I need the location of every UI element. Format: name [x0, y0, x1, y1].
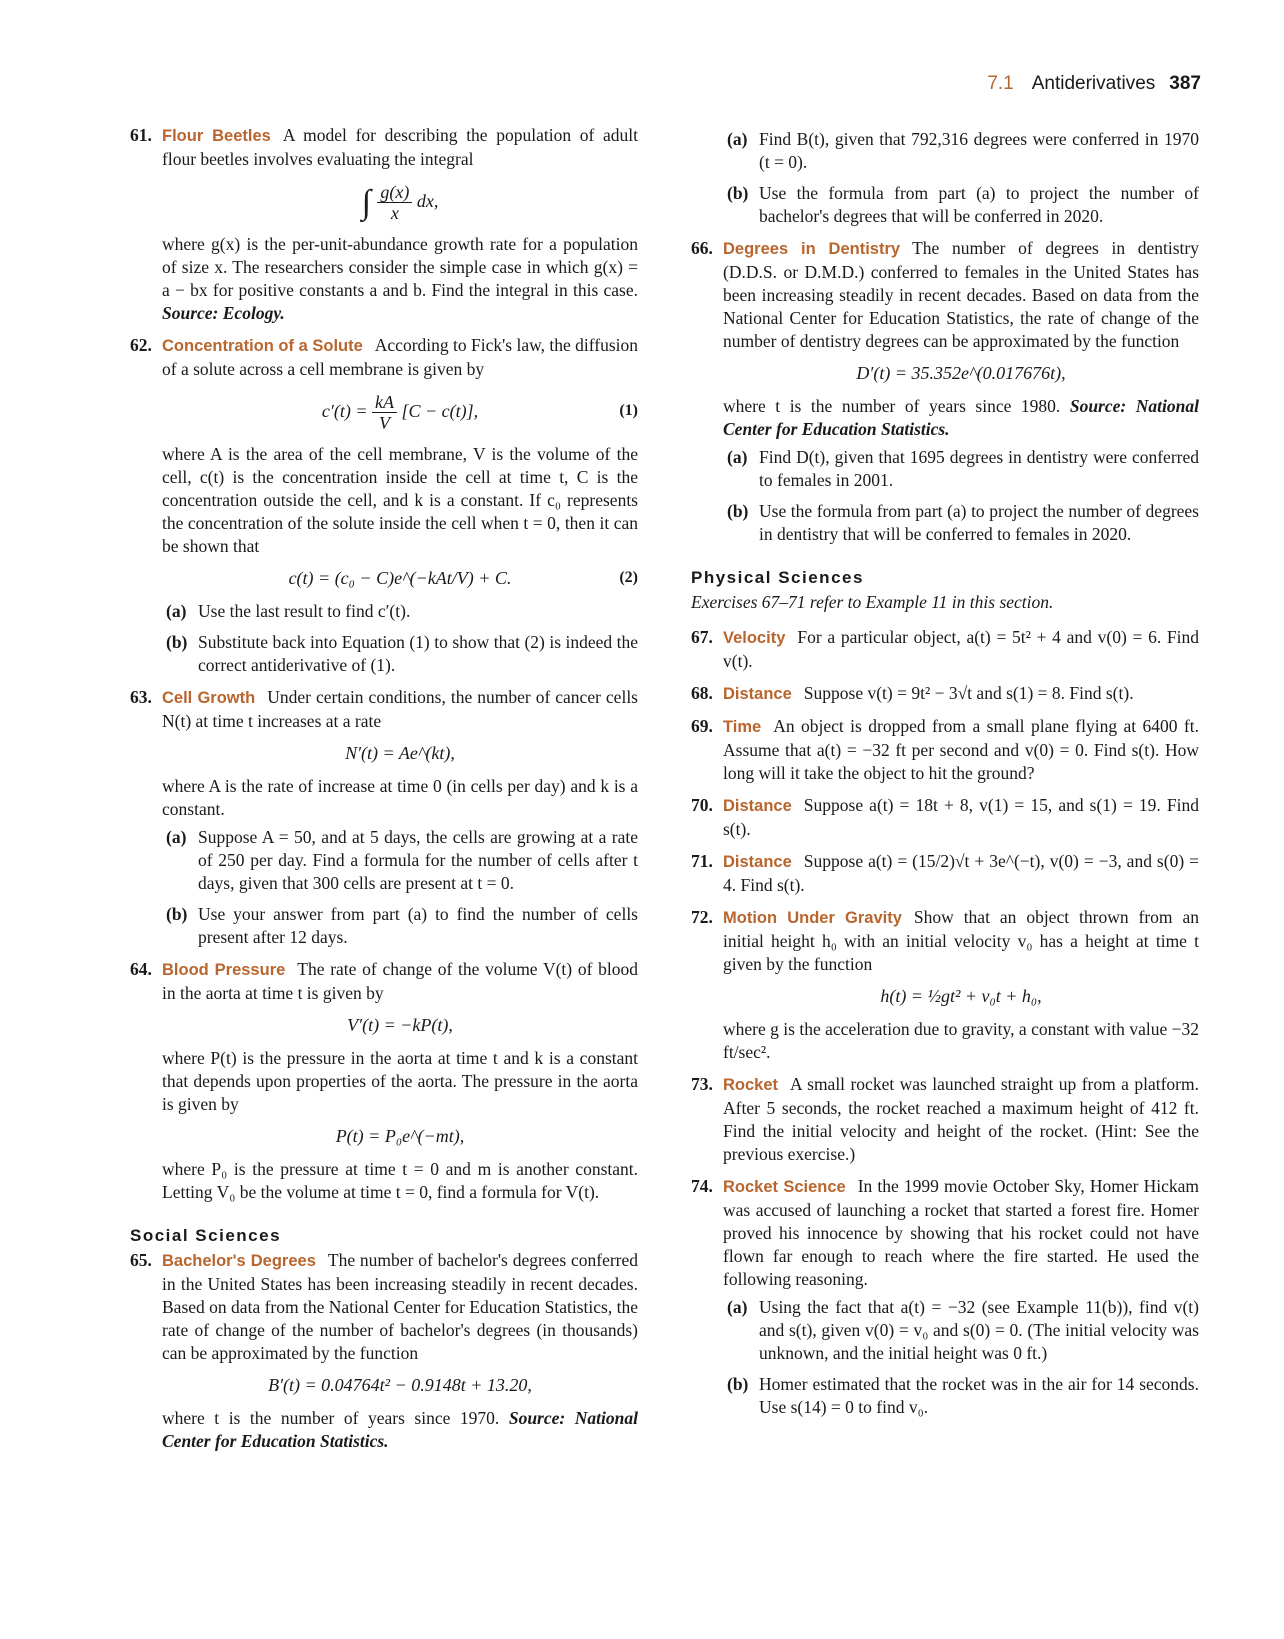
exercise-text: An object is dropped from a small plane flying at 6400 ft. Assume that a(t) = −32 ft per second and v(0) = 0. Find s(t). How long will it take the object to hit the ground?: [723, 716, 1199, 783]
section-heading-social: Social Sciences: [130, 1226, 282, 1245]
equation-label: (1): [619, 402, 638, 419]
part-a: (a) Find B(t), given that 792,316 degrees were conferred in 1970 (t = 0).: [727, 129, 1199, 172]
exercise-body: where P₀ is the pressure at time t = 0 and m is another constant. Letting V₀ be the volume at time t = 0, find a formula for V(t).: [162, 1159, 638, 1202]
exercise-73: [691, 1073, 1199, 1166]
page-number: 387: [1169, 73, 1201, 94]
right-column: [691, 124, 1199, 1428]
section-number: 7.1: [987, 73, 1014, 94]
exercise-parts: [723, 1296, 1199, 1419]
exercise-number: 65.: [130, 1250, 152, 1270]
exercise-title: Blood Pressure: [162, 961, 286, 979]
exercise-number: 73.: [691, 1074, 713, 1094]
exercise-71: [691, 850, 1199, 897]
exercise-intro: A model for describing the population of adult flour beetles involves evaluating the integral: [162, 125, 638, 169]
exercise-body: where t is the number of years since 1970.: [162, 1408, 500, 1428]
exercise-number: 63.: [130, 687, 152, 707]
exercise-63: [130, 686, 638, 949]
integral-sign-icon: ∫: [361, 183, 371, 221]
source-citation: Source: National Center for Education Statistics.: [723, 396, 1199, 439]
exercise-title: Distance: [723, 853, 792, 871]
exercise-67: [691, 626, 1199, 673]
exercise-body: where g(x) is the per-unit-abundance growth rate for a population of size x. The researchers consider the simple case in which g(x) = a − bx for positive constants a and b. Find the integral in this case.: [162, 234, 638, 300]
exercise-62: [130, 334, 638, 677]
exercise-body: where t is the number of years since 1980.: [723, 396, 1061, 416]
exercise-65: [130, 1249, 638, 1453]
integrand-fraction: $\frac{g(x)}{x}$: [377, 182, 412, 223]
exercise-intro: Under certain conditions, the number of cancer cells N(t) at time t increases at a rate: [162, 687, 638, 731]
exercise-body: where A is the rate of increase at time 0 (in cells per day) and k is a constant.: [162, 776, 638, 819]
exercise-body: where g is the acceleration due to gravity, a constant with value −32 ft/sec².: [723, 1019, 1199, 1062]
equation: P(t) = P₀e^(−mt),: [335, 1126, 465, 1146]
exercise-parts: [723, 446, 1199, 546]
exercise-parts: [162, 600, 638, 677]
exercise-title: Concentration of a Solute: [162, 337, 363, 355]
equation-label: (2): [619, 569, 638, 586]
exercise-intro: The rate of change of the volume V(t) of blood in the aorta at time t is given by: [162, 959, 638, 1003]
integral-display: [162, 179, 638, 223]
exercise-text: For a particular object, a(t) = 5t² + 4 and v(0) = 6. Find v(t).: [723, 627, 1199, 671]
exercise-title: Motion Under Gravity: [723, 909, 902, 927]
section-note: Exercises 67–71 refer to Example 11 in this section.: [691, 592, 1054, 612]
exercise-66: [691, 237, 1199, 546]
exercise-number: 69.: [691, 716, 713, 736]
exercise-text: A small rocket was launched straight up from a platform. After 5 seconds, the rocket reached a maximum height of 412 ft. Find the initial velocity and height of the rocket. (Hint: See the previous exercise.): [723, 1074, 1199, 1164]
exercise-number: 64.: [130, 959, 152, 979]
exercise-title: Distance: [723, 685, 792, 703]
part-b: (b) Use the formula from part (a) to project the number of bachelor's degrees that will be conferred in 2020.: [727, 183, 1199, 226]
exercise-title: Rocket Science: [723, 1178, 846, 1196]
section-heading-physical: Physical Sciences: [691, 568, 864, 587]
exercise-intro: Show that an object thrown from an initial height h₀ with an initial velocity v₀ has a height at time t given by the function: [723, 907, 1199, 974]
exercise-number: 62.: [130, 335, 152, 355]
exercise-74: [691, 1175, 1199, 1419]
exercise-number: 68.: [691, 683, 713, 703]
equation: N′(t) = Ae^(kt),: [345, 743, 455, 763]
exercise-number: 74.: [691, 1176, 713, 1196]
exercise-body: where A is the area of the cell membrane, V is the volume of the cell, c(t) is the concentration inside the cell at time t, C is the concentration outside the cell, and k is a constant. If c₀ represents the concentration of the solute inside the cell when t = 0, then it can be shown that: [162, 444, 638, 556]
exercise-number: 72.: [691, 907, 713, 927]
exercise-intro: According to Fick's law, the diffusion of a solute across a cell membrane is given by: [162, 335, 638, 379]
exercise-title: Rocket: [723, 1076, 779, 1094]
exercise-61: [130, 124, 638, 325]
exercise-text: In the 1999 movie October Sky, Homer Hickam was accused of launching a rocket that started a forest fire. Homer proved his innocence by showing that his rocket could not have flown far enough to reach where the fire started. He used the following reasoning.: [723, 1176, 1199, 1289]
exercise-body: where P(t) is the pressure in the aorta at time t and k is a constant that depends upon properties of the aorta. The pressure in the aorta is given by: [162, 1048, 638, 1114]
part-a: (a) Use the last result to find c′(t).: [166, 601, 411, 621]
exercise-64: [130, 958, 638, 1204]
source-citation: Source: National Center for Education Statistics.: [162, 1408, 638, 1451]
part-b: (b) Substitute back into Equation (1) to show that (2) is indeed the correct antiderivative of (1).: [166, 632, 638, 675]
exercise-number: 61.: [130, 125, 152, 145]
exercise-number: 71.: [691, 851, 713, 871]
running-header: [987, 73, 1201, 95]
exercise-parts: [723, 128, 1199, 228]
equation: D′(t) = 35.352e^(0.017676t),: [856, 363, 1066, 383]
part-a: (a) Find D(t), given that 1695 degrees in dentistry were conferred to females in 2001.: [727, 447, 1199, 490]
exercise-69: [691, 715, 1199, 785]
exercise-68: [691, 682, 1199, 706]
exercise-title: Distance: [723, 797, 792, 815]
part-b: (b) Use your answer from part (a) to find the number of cells present after 12 days.: [166, 904, 638, 947]
equation: B′(t) = 0.04764t² − 0.9148t + 13.20,: [268, 1375, 532, 1395]
exercise-parts: [162, 826, 638, 949]
exercise-number: 70.: [691, 795, 713, 815]
exercise-72: [691, 906, 1199, 1064]
equation: h(t) = ½gt² + v₀t + h₀,: [880, 986, 1042, 1006]
equation: V′(t) = −kP(t),: [347, 1015, 453, 1035]
exercise-title: Flour Beetles: [162, 127, 271, 145]
exercise-title: Bachelor's Degrees: [162, 1252, 316, 1270]
part-a: (a) Using the fact that a(t) = −32 (see Example 11(b)), find v(t) and s(t), given v(0) = v₀ and s(0) = 0. (The initial velocity was unknown, and the initial height was 0 ft.): [727, 1297, 1199, 1363]
exercise-number: 66.: [691, 238, 713, 258]
exercise-intro: The number of bachelor's degrees conferred in the United States has been increasing steadily in recent decades. Based on data from the National Center for Education Statistics, the rate of change of the number of bachelor's degrees (in thousands) can be approximated by the function: [162, 1250, 639, 1363]
exercise-title: Time: [723, 718, 762, 736]
source-citation: Source: Ecology.: [162, 303, 285, 323]
exercise-70: [691, 794, 1199, 841]
exercise-text: Suppose a(t) = 18t + 8, v(1) = 15, and s(1) = 19. Find s(t).: [723, 795, 1199, 839]
part-b: (b) Use the formula from part (a) to project the number of degrees in dentistry that will be conferred to females in 2020.: [727, 501, 1199, 544]
exercise-intro: The number of degrees in dentistry (D.D.S. or D.M.D.) conferred to females in the United States has been increasing steadily in recent decades. Based on data from the National Center for Education Statistics, the rate of change of the number of dentistry degrees can be approximated by the function: [723, 238, 1199, 351]
exercise-text: Suppose v(t) = 9t² − 3√t and s(1) = 8. Find s(t).: [803, 683, 1134, 703]
exercise-title: Velocity: [723, 629, 786, 647]
exercise-number: 67.: [691, 627, 713, 647]
equation-fraction: $\frac{kA}{V}$: [372, 392, 397, 433]
equation-2: c(t) = (c₀ − C)e^(−kAt/V) + C. (2): [288, 568, 638, 588]
equation-1: c′(t) = $\frac{kA}{V}$ [C − c(t)], (1): [162, 389, 638, 433]
exercise-65-continued: [691, 128, 1199, 228]
section-title: Antiderivatives: [1031, 73, 1156, 94]
left-column: [130, 124, 638, 1462]
integral-tail: dx,: [416, 191, 439, 211]
part-b: (b) Homer estimated that the rocket was in the air for 14 seconds. Use s(14) = 0 to find v₀.: [727, 1374, 1199, 1417]
part-a: (a) Suppose A = 50, and at 5 days, the cells are growing at a rate of 250 per day. Find a formula for the number of cells after t days, given that 300 cells are present at t = 0.: [166, 827, 638, 893]
exercise-text: Suppose a(t) = (15/2)√t + 3e^(−t), v(0) = −3, and s(0) = 4. Find s(t).: [723, 851, 1199, 895]
exercise-title: Degrees in Dentistry: [723, 240, 901, 258]
exercise-title: Cell Growth: [162, 689, 256, 707]
